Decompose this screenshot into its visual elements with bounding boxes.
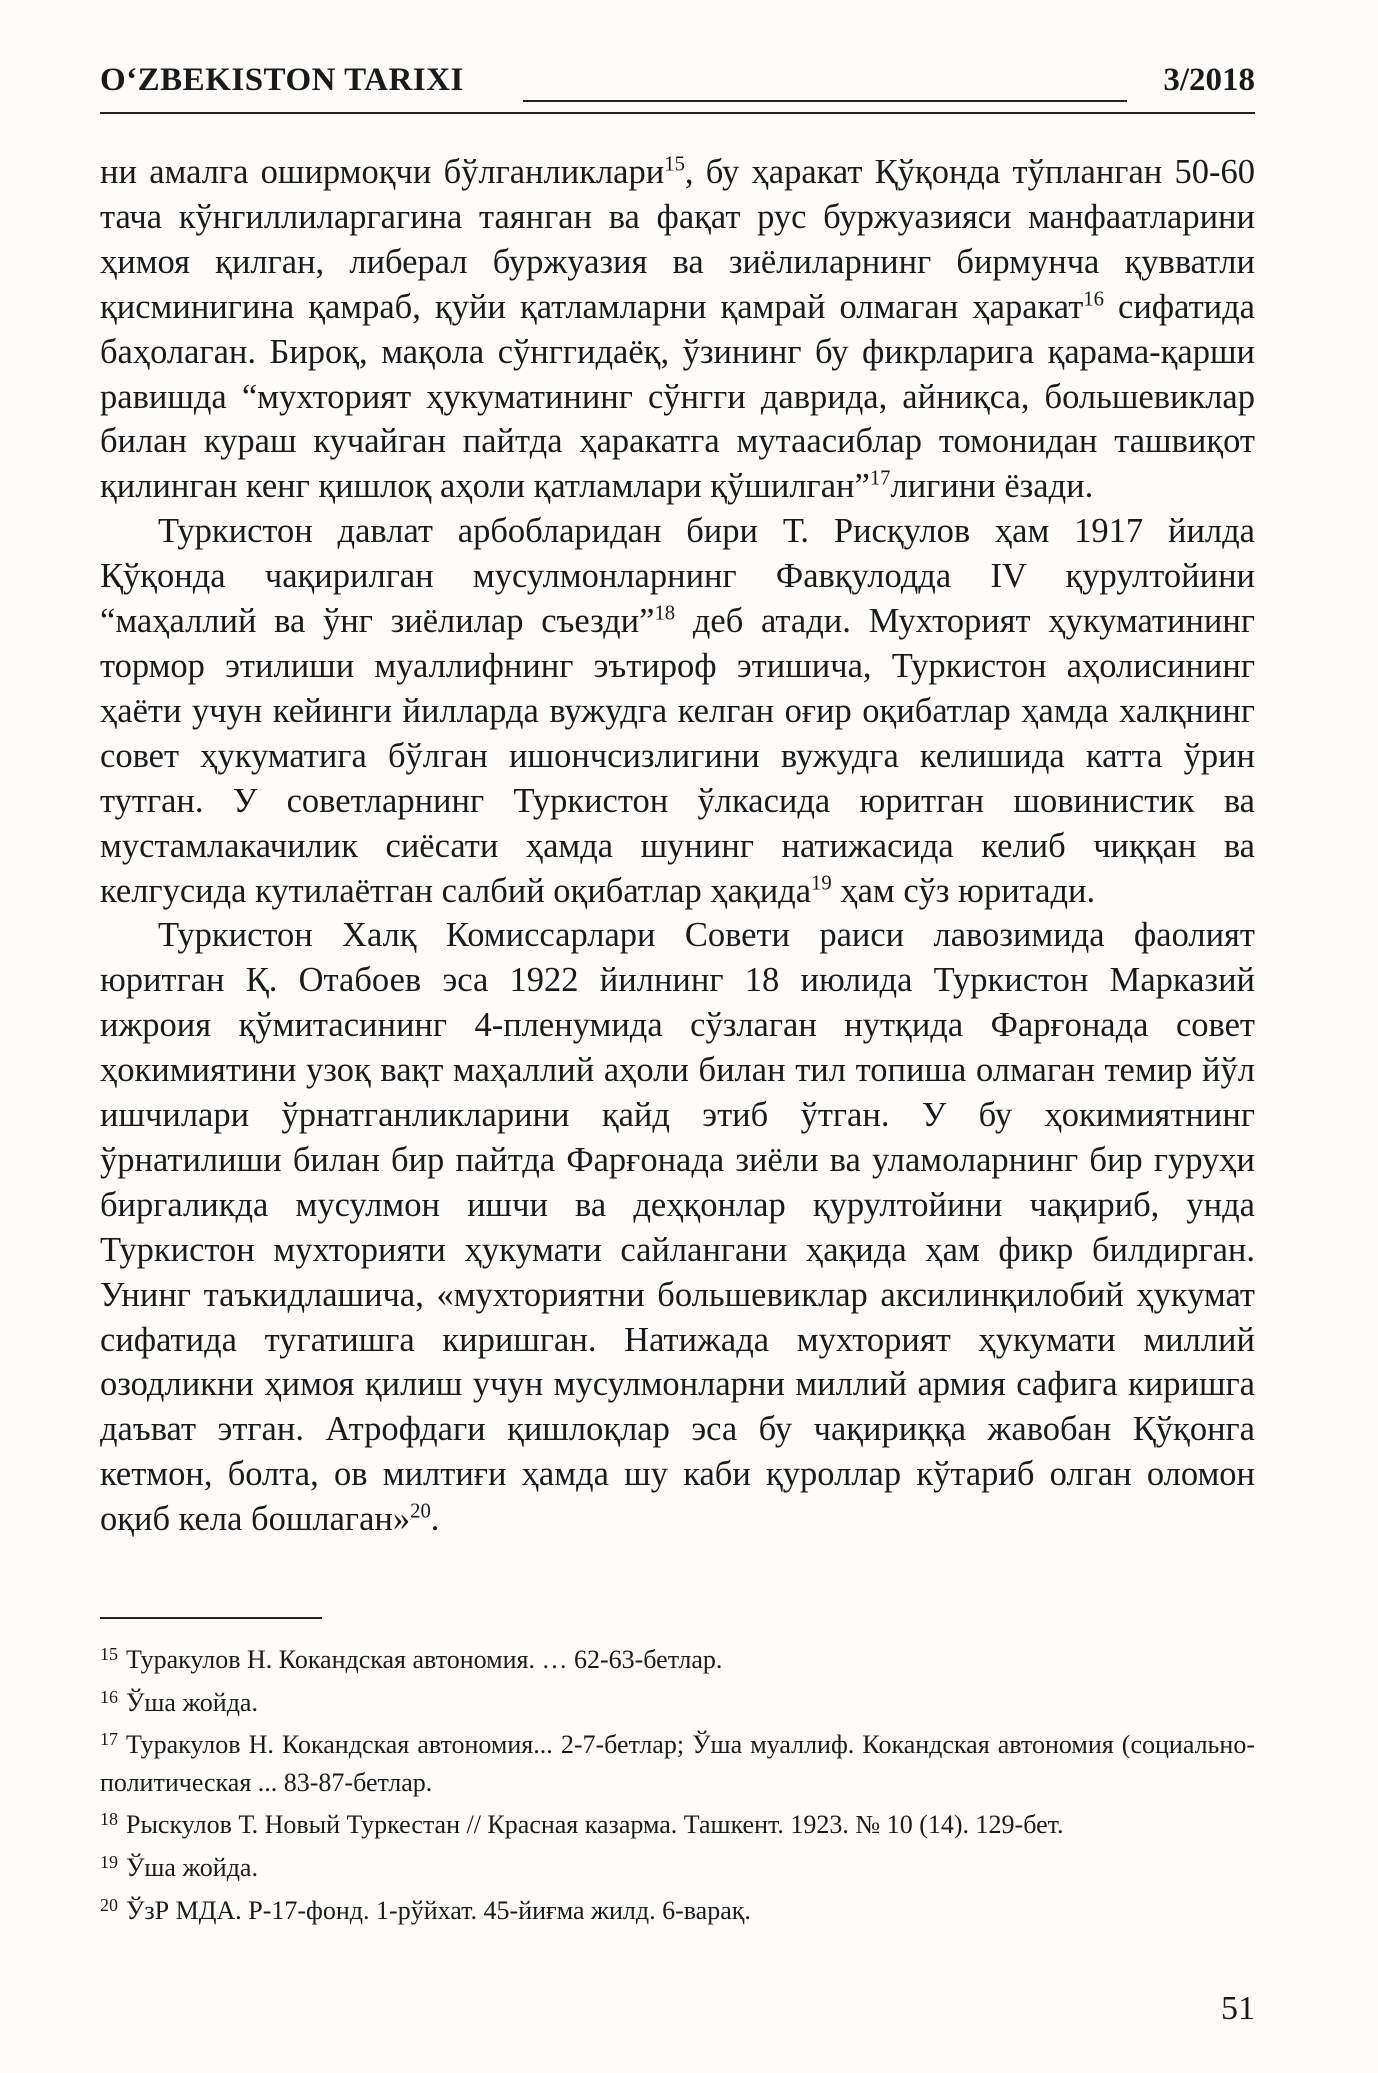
text-run: . xyxy=(430,1500,440,1539)
footnote-reference: 15 xyxy=(664,153,685,176)
footnote xyxy=(100,1844,1255,1887)
footnote xyxy=(100,1721,1255,1801)
header-rule xyxy=(100,112,1255,114)
footnote-text: Ўша жойда. xyxy=(126,1852,258,1882)
footnote-separator xyxy=(100,1617,322,1619)
footnote-text: ЎзР МДА. Р-17-фонд. 1-рўйхат. 45-йиғма жилд. 6-варақ. xyxy=(126,1895,751,1925)
footnote xyxy=(100,1636,1255,1679)
text-run: лигини ёзади. xyxy=(890,467,1094,506)
article-body xyxy=(100,150,1255,1542)
footnote-number: 17 xyxy=(100,1729,118,1750)
body-paragraph xyxy=(100,913,1255,1542)
journal-title: O‘ZBEKISTON TARIXI xyxy=(100,62,464,98)
footnote-text: Рыскулов Т. Новый Туркестан // Красная казарма. Ташкент. 1923. № 10 (14). 129-бет. xyxy=(126,1810,1064,1840)
text-run: ҳам сўз юритади. xyxy=(831,871,1096,910)
footnote-text: Ўша жойда. xyxy=(126,1687,258,1717)
body-paragraph xyxy=(100,509,1255,913)
running-header xyxy=(100,62,1255,110)
footnote-text: Туракулов Н. Кокандская автономия... 2-7-бетлар; Ўша муаллиф. Кокандская автономия (социально-политическая ... 83-87-бетлар. xyxy=(100,1730,1255,1797)
footnote-reference: 16 xyxy=(1083,288,1104,311)
footnote xyxy=(100,1679,1255,1722)
header-line xyxy=(523,100,1127,102)
text-run: ни амалга оширмоқчи бўлганликлари xyxy=(100,153,665,191)
text-run: сифатида баҳолаган. Бироқ, мақола сўнггидаёқ, ўзининг бу фикрларига қарама-қарши равишда “мухторият ҳукуматининг сўнгги даврида, айниқса, большевиклар билан кураш кучайган пайтда ҳаракатга мутаасиблар томонидан ташвиқот қилинган кенг қишлоқ аҳоли қатламлари қўшилган” xyxy=(100,287,1255,506)
footnotes xyxy=(100,1636,1255,1929)
footnote-reference: 20 xyxy=(410,1500,431,1523)
footnote-reference: 17 xyxy=(869,467,891,490)
text-run: деб атади. Мухторият ҳукуматининг тормор этилиши муаллифнинг эътироф этишича, Туркистон аҳолисининг ҳаёти учун кейинги йилларда вужудга келган оғир оқибатлар ҳамда халқнинг совет ҳукуматига бўлган ишончсизлигини вужудга келишида катта ўрин тутган. У советларнинг Туркистон ўлкасида юритган шовинистик ва мустамлакачилик сиёсати ҳамда шунинг натижасида келиб чиққан ва келгусида кутилаётган салбий оқибатлар ҳақида xyxy=(100,602,1255,910)
journal-page xyxy=(100,0,1255,2073)
text-run: , бу ҳаракат Қўқонда тўпланган 50-60 тача кўнгиллиларгагина таянган ва фақат рус буржуазияси манфаатларини ҳимоя қилган, либерал буржуазия ва зиёлиларнинг бирмунча қувватли қисминигина қамраб, қуйи қатламларни қамрай олмаган ҳаракат xyxy=(100,153,1255,326)
footnote-reference: 19 xyxy=(811,872,832,894)
footnote-number: 19 xyxy=(100,1851,118,1872)
footnote-text: Туракулов Н. Кокандская автономия. … 62-63-бетлар. xyxy=(126,1645,723,1674)
footnote-number: 16 xyxy=(100,1686,118,1707)
text-run: Туркистон Халқ Комиссарлари Совети раиси лавозимида фаолият юритган Қ. Отабоев эса 1922 йилнинг 18 июлида Туркистон Марказий ижроия қўмитасининг 4-пленумида сўзлаган нутқида Фарғонада совет ҳокимиятини узоқ вақт маҳаллий аҳоли билан тил топиша олмаган темир йўл ишчилари ўрнатганликларини қайд этиб ўтган. У бу ҳокимиятнинг ўрнатилиши билан бир пайтда Фарғонада зиёли ва уламоларнинг бир гуруҳи биргаликда мусулмон ишчи ва деҳқонлар қурултойини чақириб, унда Туркистон мухторияти ҳукумати сайлангани ҳақида ҳам фикр билдирган. Унинг таъкидлашича, «мухториятни большевиклар аксилинқилобий ҳукумат сифатида тугатишга киришган. Натижада мухторият ҳукумати миллий озодликни ҳимоя қилиш учун мусулмонларни миллий армия сафига киришга даъват этган. Атрофдаги қишлоқлар эса бу чақириққа жавобан Қўқонга кетмон, болта, ов милтиғи ҳамда шу каби қуроллар кўтариб олган оломон оқиб кела бошлаган» xyxy=(100,916,1255,1539)
issue-number: 3/2018 xyxy=(1163,62,1255,98)
footnote-number: 18 xyxy=(100,1809,118,1830)
text-run: Туркистон давлат арбобларидан бири Т. Рисқулов ҳам 1917 йилда Қўқонда чақирилган мусулмонларнинг Фавқулодда IV қурултойини “маҳаллий ва ўнг зиёлилар съезди” xyxy=(100,512,1255,641)
footnote xyxy=(100,1801,1255,1844)
page-number: 51 xyxy=(1221,1990,1255,2027)
footnote-reference: 18 xyxy=(654,602,676,625)
footnote xyxy=(100,1887,1255,1930)
footnote-number: 15 xyxy=(100,1644,118,1664)
footnote-number: 20 xyxy=(100,1894,118,1915)
body-paragraph xyxy=(100,150,1255,509)
